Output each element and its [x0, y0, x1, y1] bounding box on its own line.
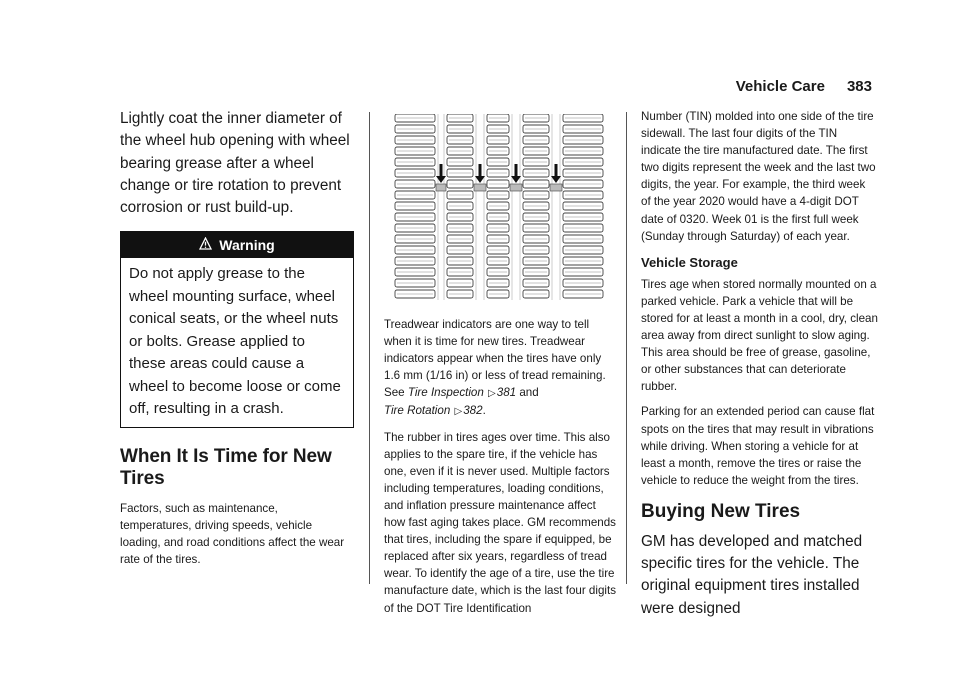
warning-triangle-icon — [199, 233, 212, 259]
wear-bar — [436, 184, 446, 191]
warning-text: Do not apply grease to the wheel mounting surface, wheel conical seats, or the wheel nuts or bolts. Grease applied to these areas could cause a wheel to become loose or come off, resulting in a crash. — [129, 265, 341, 418]
intro-paragraph: Lightly coat the inner diameter of the wheel hub opening with wheel bearing grease after a wheel change or tire rotation to prevent corrosion or rust build-up. — [120, 110, 350, 217]
page-number: 383 — [846, 78, 872, 95]
xref-page[interactable]: 381 — [496, 386, 517, 400]
storage-paragraph-1: Tires age when stored normally mounted on a parked vehicle. Park a vehicle that will be stored for at least a month in a cool, dry, clean area away from direct sunlight to slow aging. This area should be free of grease, gasoline, or other substances that can deteriorate rubber. — [641, 277, 878, 394]
column-divider — [626, 112, 627, 584]
arrow-right-icon: ▷ — [454, 406, 463, 418]
section-heading-buying-tires: Buying New Tires — [641, 500, 801, 522]
arrow-right-icon: ▷ — [488, 388, 496, 400]
buying-paragraph: GM has developed and matched specific tires for the vehicle. The original equipment tires installed were designed — [641, 532, 863, 617]
column-right — [641, 108, 878, 620]
xref-tire-rotation[interactable]: Tire Rotation — [384, 404, 451, 418]
xref-page[interactable]: 382 — [463, 404, 483, 418]
wear-factors-paragraph: Factors, such as maintenance, temperatures, driving speeds, vehicle loading, and road conditions affect the wear rate of the tires. — [120, 501, 345, 567]
column-divider — [369, 112, 370, 584]
tread-groove — [436, 114, 446, 300]
section-heading-new-tires: When It Is Time for New Tires — [120, 445, 332, 489]
tin-paragraph: Number (TIN) molded into one side of the tire sidewall. The last four digits of the TIN indicate the tire manufactured date. The first two digits represent the week and the last two digits, the year. For example, the third week of the year 2020 would have a 4-digit DOT date of 0320. Week 01 is the first full week (Sunday through Saturday) of each year. — [641, 110, 876, 243]
wear-bar — [510, 184, 522, 191]
wear-bar — [474, 184, 486, 191]
storage-paragraph-2: Parking for an extended period can cause flat spots on the tires that may result in vibrations while driving. When storing a vehicle for at least a month, remove the tires or raise the vehicle to reduce the weight from the tires. — [641, 405, 875, 487]
section-title: Vehicle Care — [735, 78, 825, 95]
column-middle — [384, 108, 618, 617]
xref-tire-inspection[interactable]: Tire Inspection — [407, 386, 484, 400]
page-header — [736, 78, 872, 95]
warning-box — [120, 231, 354, 428]
warning-title: Warning — [219, 237, 275, 254]
treadwear-indicator-illustration — [394, 114, 604, 300]
column-left — [120, 108, 352, 568]
warning-header — [121, 232, 353, 258]
wear-bar — [550, 184, 562, 191]
section-heading-vehicle-storage: Vehicle Storage — [641, 254, 738, 270]
treadwear-caption: Treadwear indicators are one way to tell when it is time for new tires. Treadwear indicators appear when the tires have only 1.6 mm (1/16 in) or less of tread remaining. See Tire Inspection ▷381 and Tire Rotation ▷382. — [384, 318, 606, 418]
tire-aging-paragraph: The rubber in tires ages over time. This also applies to the spare tire, if the vehicle has one, even if it is never used. Multiple factors including temperatures, loading conditions, and inflation pressure maintenance affect how fast aging takes place. GM recommends that tires, including the spare if equipped, be replaced after six years, regardless of tread wear. To identify the age of a tire, use the tire manufacture date, which is the last four digits of the DOT Tire Identification — [384, 430, 616, 615]
